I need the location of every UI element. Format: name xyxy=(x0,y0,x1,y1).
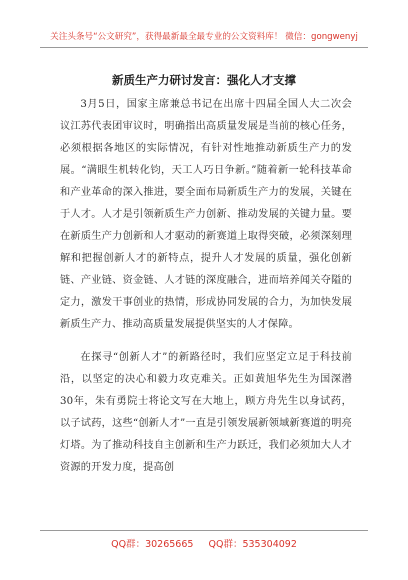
document-title: 新质生产力研讨发言：强化人才支撑 xyxy=(112,73,296,87)
paragraph: 3月5日，国家主席兼总书记在出席十四届全国人大二次会议江苏代表团审议时，明确指出高质量发展是当前的核心任务，必须根据各地区的实际情况，有针对性地推动新质生产力的发展。“满眼生机转化钧，天工人巧日争新。”随着新一轮科技革命和产业革命的深入推进，要全面布局新质生产力的发展，关键在于人才。人才是引领新质生产力创新、推动发展的关键力量。要在新质生产力创新和人才驱动的新赛道上取得突破，必须深刻理解和把握创新人才的新特点，提升人才发展的质量，强化创新链、产业链、资金链、人才链的深度融合，进而培养闻关夺隘的定力，激发干事创业的热情，形成协同发展的合力，为加快发展新质生产力、推动高质量发展提供坚实的人才保障。 xyxy=(60,99,352,330)
footer-divider xyxy=(40,530,368,531)
promo-banner: 关注头条号“公文研究”，获得最新最全最专业的公文资料库！ 微信：gongwenyj xyxy=(50,32,358,42)
paragraph: 在探寻“创新人才”的新路径时，我们应坚定立足于科技前沿，以坚定的决心和毅力攻克难关。正如黄旭华先生为国深潜30年，朱有勇院士将论文写在大地上，顾方舟先生以身试药，以子试药，这些“创新人才”一直是引领发展新领域新赛道的明亮灯塔。为了推动科技自主创新和生产力跃迁，我们必须加大人才资源的开发力度，提高创 xyxy=(60,352,352,473)
document-body xyxy=(60,94,352,479)
footer-contacts: QQ群：30265665 QQ群：535304092 xyxy=(111,539,297,550)
header-divider xyxy=(40,47,368,48)
